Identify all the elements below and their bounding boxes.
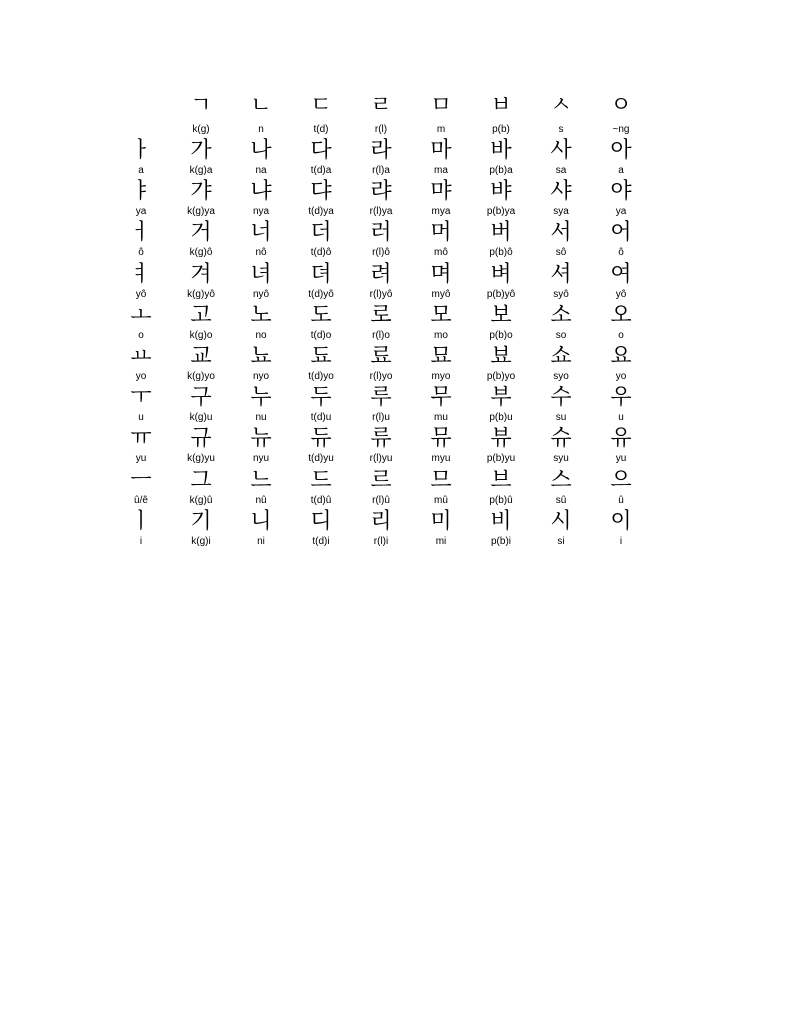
syllable-glyph: 두 bbox=[310, 385, 332, 410]
syllable-romanization: nô bbox=[255, 247, 267, 258]
syllable-romanization: k(g)u bbox=[189, 412, 213, 423]
header-consonant-romanization: s bbox=[558, 124, 564, 135]
header-consonant: ㄴ bbox=[250, 93, 272, 118]
syllable-romanization: p(b)yô bbox=[486, 289, 516, 300]
syllable-glyph: 여 bbox=[610, 262, 632, 287]
syllable-glyph: 부 bbox=[490, 385, 512, 410]
syllable-romanization: r(l)ya bbox=[369, 206, 393, 217]
syllable-glyph: 머 bbox=[430, 220, 452, 245]
syllable-glyph: 야 bbox=[610, 179, 632, 204]
syllable-glyph: 무 bbox=[430, 385, 452, 410]
syllable-glyph: 벼 bbox=[490, 262, 512, 287]
vowel-romanization: a bbox=[138, 165, 144, 176]
syllable-glyph: 고 bbox=[190, 303, 212, 328]
syllable-glyph: 시 bbox=[550, 509, 572, 534]
syllable-glyph: 러 bbox=[370, 220, 392, 245]
vowel-glyph: ㅡ bbox=[130, 468, 152, 493]
syllable-romanization: myô bbox=[431, 289, 451, 300]
syllable-romanization: na bbox=[255, 165, 267, 176]
syllable-romanization: nû bbox=[255, 495, 267, 506]
syllable-romanization: t(d)a bbox=[310, 165, 332, 176]
vowel-romanization: yu bbox=[135, 453, 147, 464]
syllable-romanization: sya bbox=[553, 206, 569, 217]
syllable-glyph: 뷰 bbox=[490, 426, 512, 451]
vowel-glyph: ㅠ bbox=[130, 426, 152, 451]
syllable-glyph: 아 bbox=[610, 138, 632, 163]
syllable-romanization: p(b)yu bbox=[486, 453, 516, 464]
syllable-romanization: sû bbox=[555, 495, 567, 506]
syllable-glyph: 료 bbox=[370, 344, 392, 369]
syllable-romanization: mi bbox=[435, 536, 447, 547]
syllable-romanization: sa bbox=[555, 165, 567, 176]
syllable-glyph: 뎌 bbox=[310, 262, 332, 287]
syllable-romanization: r(l)i bbox=[373, 536, 389, 547]
syllable-glyph: 모 bbox=[430, 303, 452, 328]
syllable-glyph: 녀 bbox=[250, 262, 272, 287]
syllable-glyph: 르 bbox=[370, 468, 392, 493]
syllable-romanization: t(d)û bbox=[310, 495, 332, 506]
syllable-glyph: 랴 bbox=[370, 179, 392, 204]
syllable-romanization: sô bbox=[555, 247, 567, 258]
syllable-glyph: 거 bbox=[190, 220, 212, 245]
syllable-romanization: mû bbox=[434, 495, 448, 506]
vowel-glyph: ㅗ bbox=[130, 303, 152, 328]
vowel-glyph: ㅣ bbox=[130, 509, 152, 534]
syllable-glyph: 듀 bbox=[310, 426, 332, 451]
syllable-glyph: 사 bbox=[550, 138, 572, 163]
syllable-glyph: 그 bbox=[190, 468, 212, 493]
vowel-glyph: ㅕ bbox=[130, 262, 152, 287]
vowel-romanization: o bbox=[138, 330, 144, 341]
syllable-glyph: 샤 bbox=[550, 179, 572, 204]
syllable-romanization: nya bbox=[252, 206, 270, 217]
syllable-glyph: 기 bbox=[190, 509, 212, 534]
vowel-glyph: ㅛ bbox=[130, 344, 152, 369]
syllable-glyph: 스 bbox=[550, 468, 572, 493]
syllable-glyph: 드 bbox=[310, 468, 332, 493]
syllable-romanization: k(g)yô bbox=[187, 289, 215, 300]
syllable-romanization: yo bbox=[615, 371, 627, 382]
syllable-glyph: 오 bbox=[610, 303, 632, 328]
syllable-glyph: 다 bbox=[310, 138, 332, 163]
vowel-romanization: ya bbox=[135, 206, 147, 217]
syllable-romanization: ma bbox=[434, 165, 448, 176]
syllable-glyph: 브 bbox=[490, 468, 512, 493]
header-consonant: ㄹ bbox=[370, 93, 392, 118]
syllable-romanization: t(d)u bbox=[310, 412, 332, 423]
header-consonant: ㄱ bbox=[190, 93, 212, 118]
syllable-romanization: t(d)i bbox=[312, 536, 330, 547]
syllable-romanization: t(d)yu bbox=[308, 453, 334, 464]
syllable-romanization: p(b)ô bbox=[489, 247, 513, 258]
syllable-romanization: k(g)o bbox=[189, 330, 213, 341]
syllable-romanization: no bbox=[255, 330, 267, 341]
syllable-glyph: 너 bbox=[250, 220, 272, 245]
syllable-romanization: ni bbox=[257, 536, 265, 547]
syllable-romanization: p(b)û bbox=[489, 495, 513, 506]
syllable-romanization: p(b)i bbox=[490, 536, 511, 547]
syllable-glyph: 으 bbox=[610, 468, 632, 493]
syllable-glyph: 더 bbox=[310, 220, 332, 245]
syllable-glyph: 먀 bbox=[430, 179, 452, 204]
syllable-romanization: t(d)ô bbox=[310, 247, 332, 258]
syllable-glyph: 므 bbox=[430, 468, 452, 493]
syllable-romanization: p(b)a bbox=[489, 165, 513, 176]
syllable-glyph: 디 bbox=[310, 509, 332, 534]
syllable-glyph: 마 bbox=[430, 138, 452, 163]
syllable-glyph: 가 bbox=[190, 138, 212, 163]
syllable-glyph: 구 bbox=[190, 385, 212, 410]
vowel-romanization: i bbox=[139, 536, 143, 547]
syllable-glyph: 이 bbox=[610, 509, 632, 534]
syllable-romanization: ya bbox=[615, 206, 627, 217]
syllable-romanization: a bbox=[618, 165, 624, 176]
syllable-romanization: ô bbox=[618, 247, 624, 258]
syllable-glyph: 뇨 bbox=[250, 344, 272, 369]
syllable-romanization: syô bbox=[553, 289, 569, 300]
vowel-romanization: yo bbox=[135, 371, 147, 382]
syllable-romanization: p(b)yo bbox=[486, 371, 516, 382]
syllable-romanization: si bbox=[557, 536, 565, 547]
header-consonant-romanization: k(g) bbox=[192, 124, 210, 135]
syllable-glyph: 교 bbox=[190, 344, 212, 369]
syllable-glyph: 노 bbox=[250, 303, 272, 328]
header-consonant-romanization: r(l) bbox=[374, 124, 388, 135]
syllable-romanization: r(l)u bbox=[372, 412, 390, 423]
syllable-romanization: t(d)ya bbox=[308, 206, 334, 217]
syllable-glyph: 려 bbox=[370, 262, 392, 287]
syllable-romanization: syo bbox=[553, 371, 569, 382]
syllable-glyph: 리 bbox=[370, 509, 392, 534]
syllable-romanization: yu bbox=[615, 453, 627, 464]
syllable-romanization: mo bbox=[434, 330, 448, 341]
header-consonant-romanization: ~ng bbox=[612, 124, 630, 135]
syllable-glyph: 도 bbox=[310, 303, 332, 328]
syllable-romanization: myo bbox=[431, 371, 451, 382]
vowel-glyph: ㅏ bbox=[130, 138, 152, 163]
syllable-glyph: 어 bbox=[610, 220, 632, 245]
syllable-glyph: 갸 bbox=[190, 179, 212, 204]
syllable-romanization: u bbox=[618, 412, 624, 423]
syllable-glyph: 비 bbox=[490, 509, 512, 534]
header-consonant-romanization: n bbox=[258, 124, 264, 135]
header-consonant: ㅇ bbox=[610, 93, 632, 118]
syllable-romanization: t(d)o bbox=[310, 330, 332, 341]
syllable-romanization: i bbox=[619, 536, 623, 547]
syllable-romanization: t(d)yô bbox=[308, 289, 334, 300]
syllable-glyph: 뱌 bbox=[490, 179, 512, 204]
header-consonant-romanization: m bbox=[436, 124, 446, 135]
syllable-glyph: 바 bbox=[490, 138, 512, 163]
header-consonant: ㅁ bbox=[430, 93, 452, 118]
syllable-romanization: k(g)yu bbox=[187, 453, 215, 464]
syllable-romanization: so bbox=[555, 330, 567, 341]
syllable-glyph: 느 bbox=[250, 468, 272, 493]
syllable-glyph: 쇼 bbox=[550, 344, 572, 369]
syllable-glyph: 로 bbox=[370, 303, 392, 328]
syllable-glyph: 셔 bbox=[550, 262, 572, 287]
syllable-glyph: 나 bbox=[250, 138, 272, 163]
syllable-glyph: 겨 bbox=[190, 262, 212, 287]
syllable-romanization: nu bbox=[255, 412, 267, 423]
syllable-romanization: r(l)û bbox=[372, 495, 390, 506]
syllable-glyph: 누 bbox=[250, 385, 272, 410]
syllable-romanization: r(l)o bbox=[372, 330, 390, 341]
syllable-romanization: k(g)û bbox=[189, 495, 213, 506]
vowel-romanization: ô bbox=[138, 247, 144, 258]
syllable-glyph: 냐 bbox=[250, 179, 272, 204]
syllable-romanization: yô bbox=[615, 289, 627, 300]
syllable-romanization: p(b)u bbox=[489, 412, 513, 423]
syllable-glyph: 묘 bbox=[430, 344, 452, 369]
syllable-romanization: mya bbox=[431, 206, 451, 217]
syllable-glyph: 뉴 bbox=[250, 426, 272, 451]
syllable-glyph: 며 bbox=[430, 262, 452, 287]
header-consonant: ㄷ bbox=[310, 93, 332, 118]
syllable-glyph: 요 bbox=[610, 344, 632, 369]
syllable-romanization: r(l)yô bbox=[369, 289, 393, 300]
vowel-romanization: u bbox=[138, 412, 144, 423]
syllable-romanization: k(g)ô bbox=[189, 247, 213, 258]
vowel-glyph: ㅓ bbox=[130, 220, 152, 245]
syllable-glyph: 미 bbox=[430, 509, 452, 534]
syllable-romanization: r(l)yo bbox=[369, 371, 393, 382]
syllable-romanization: r(l)a bbox=[372, 165, 390, 176]
header-consonant-romanization: p(b) bbox=[492, 124, 510, 135]
syllable-glyph: 유 bbox=[610, 426, 632, 451]
syllable-glyph: 버 bbox=[490, 220, 512, 245]
syllable-romanization: p(b)ya bbox=[486, 206, 516, 217]
vowel-glyph: ㅜ bbox=[130, 385, 152, 410]
syllable-romanization: k(g)a bbox=[189, 165, 213, 176]
syllable-glyph: 루 bbox=[370, 385, 392, 410]
syllable-romanization: k(g)i bbox=[191, 536, 211, 547]
syllable-romanization: t(d)yo bbox=[308, 371, 334, 382]
syllable-glyph: 니 bbox=[250, 509, 272, 534]
syllable-glyph: 댜 bbox=[310, 179, 332, 204]
syllable-glyph: 라 bbox=[370, 138, 392, 163]
syllable-glyph: 뮤 bbox=[430, 426, 452, 451]
syllable-glyph: 됴 bbox=[310, 344, 332, 369]
syllable-romanization: mô bbox=[434, 247, 448, 258]
syllable-glyph: 류 bbox=[370, 426, 392, 451]
syllable-romanization: r(l)yu bbox=[369, 453, 393, 464]
header-consonant-romanization: t(d) bbox=[313, 124, 329, 135]
syllable-romanization: myu bbox=[431, 453, 451, 464]
vowel-romanization: yô bbox=[135, 289, 147, 300]
syllable-romanization: mu bbox=[434, 412, 448, 423]
syllable-glyph: 우 bbox=[610, 385, 632, 410]
vowel-romanization: û/ê bbox=[134, 495, 148, 506]
syllable-romanization: k(g)ya bbox=[187, 206, 215, 217]
syllable-romanization: nyo bbox=[252, 371, 270, 382]
syllable-romanization: su bbox=[555, 412, 567, 423]
header-consonant: ㅂ bbox=[490, 93, 512, 118]
vowel-glyph: ㅑ bbox=[130, 179, 152, 204]
syllable-glyph: 슈 bbox=[550, 426, 572, 451]
header-consonant: ㅅ bbox=[550, 93, 572, 118]
syllable-romanization: nyu bbox=[252, 453, 270, 464]
syllable-romanization: p(b)o bbox=[489, 330, 513, 341]
syllable-glyph: 수 bbox=[550, 385, 572, 410]
syllable-glyph: 뵤 bbox=[490, 344, 512, 369]
syllable-romanization: o bbox=[618, 330, 624, 341]
syllable-glyph: 보 bbox=[490, 303, 512, 328]
syllable-romanization: k(g)yo bbox=[187, 371, 215, 382]
syllable-glyph: 소 bbox=[550, 303, 572, 328]
syllable-romanization: syu bbox=[553, 453, 569, 464]
syllable-glyph: 규 bbox=[190, 426, 212, 451]
syllable-romanization: û bbox=[618, 495, 624, 506]
syllable-glyph: 서 bbox=[550, 220, 572, 245]
syllable-romanization: nyô bbox=[252, 289, 270, 300]
syllable-romanization: r(l)ô bbox=[372, 247, 390, 258]
